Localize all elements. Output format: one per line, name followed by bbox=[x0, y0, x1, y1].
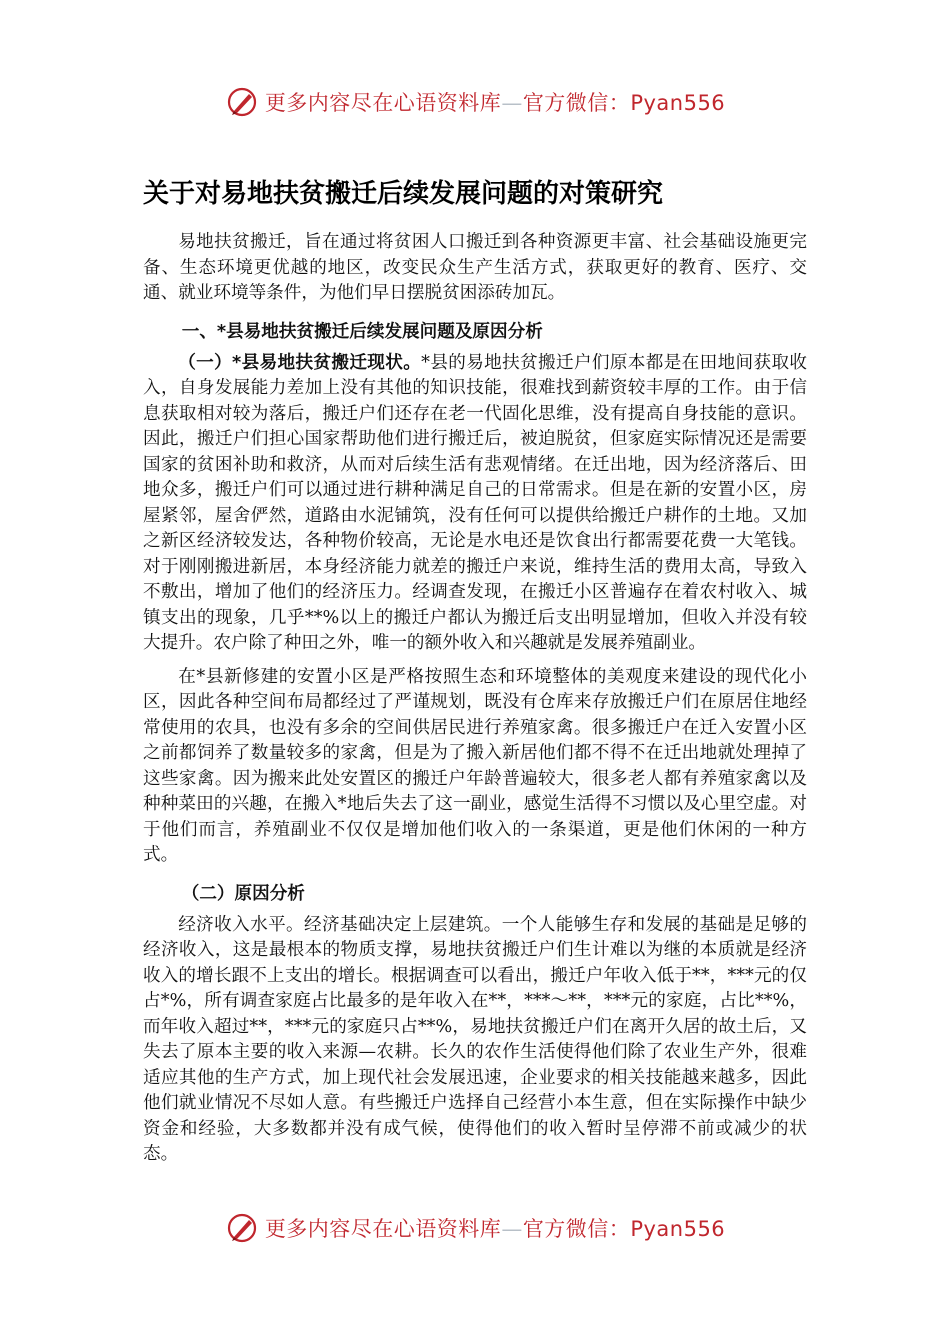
subsection-heading: （二）原因分析 bbox=[181, 883, 305, 904]
intro-paragraph: 易地扶贫搬迁，旨在通过将贫困人口搬迁到各种资源更丰富、社会基础设施更完备、生态环境更优越的地区，改变民众生产生活方式，获取更好的教育、医疗、交通、就业环境等条件，为他们早日摆脱贫困添砖加瓦。 bbox=[143, 232, 807, 303]
footer-watermark bbox=[0, 1208, 950, 1248]
section-heading: 一、*县易地扶贫搬迁后续发展问题及原因分析 bbox=[181, 321, 543, 342]
header-watermark bbox=[0, 82, 950, 122]
watermark-text: 更多内容尽在心语资料库—官方微信：Pyan556 bbox=[264, 1217, 726, 1241]
resettlement-paragraph: 在*县新修建的安置小区是严格按照生态和环境整体的美观度来建设的现代化小区，因此各种空间布局都经过了严谨规划，既没有仓库来存放搬迁户们在原居住地经常使用的农具，也没有多余的空间供居民进行养殖家禽。很多搬迁户在迁入安置小区之前都饲养了数量较多的家禽，但是为了搬入新居他们都不得不在迁出地就处理掉了这些家禽。因为搬来此处安置区的搬迁户年龄普遍较大，很多老人都有养殖家禽以及种种菜田的兴趣，在搬入*地后失去了这一副业，感觉生活得不习惯以及心里空虚。对于他们而言，养殖副业不仅仅是增加他们收入的一条渠道，更是他们休闲的一种方式。 bbox=[143, 666, 807, 865]
document-body bbox=[143, 230, 807, 1168]
document-title: 关于对易地扶贫搬迁后续发展问题的对策研究 bbox=[143, 179, 664, 209]
pen-logo-icon bbox=[225, 1211, 259, 1245]
subsection-lead: （一）*县易地扶贫搬迁现状。 bbox=[178, 352, 422, 373]
status-paragraph: （一）*县易地扶贫搬迁现状。*县的易地扶贫搬迁户们原本都是在田地间获取收入，自身发展能力差加上没有其他的知识技能，很难找到薪资较丰厚的工作。由于信息获取相对较为落后，搬迁户们还存在老一代固化思维，没有提高自身技能的意识。因此，搬迁户们担心国家帮助他们进行搬迁后，被迫脱贫，但家庭实际情况还是需要国家的贫困补助和救济，从而对后续生活有悲观情绪。在迁出地，因为经济落后、田地众多，搬迁户们可以通过进行耕种满足自己的日常需求。但是在新的安置小区，房屋紧邻，屋舍俨然，道路由水泥铺筑，没有任何可以提供给搬迁户耕作的土地。又加之新区经济较发达，各种物价较高，无论是水电还是饮食出行都需要花费一大笔钱。对于刚刚搬进新居，本身经济能力就差的搬迁户来说，维持生活的费用太高，导致入不敷出，增加了他们的经济压力。经调查发现，在搬迁小区普遍存在着农村收入、城镇支出的现象，几乎**%以上的搬迁户都认为搬迁后支出明显增加，但收入并没有较大提升。农户除了种田之外，唯一的额外收入和兴趣就是发展养殖副业。 bbox=[143, 352, 807, 653]
income-paragraph: 经济收入水平。经济基础决定上层建筑。一个人能够生存和发展的基础是足够的经济收入，这是最根本的物质支撑，易地扶贫搬迁户们生计难以为继的本质就是经济收入的增长跟不上支出的增长。根据调查可以看出，搬迁户年收入低于**，***元的仅占*%，所有调查家庭占比最多的是年收入在**，***～**，***元的家庭，占比**%，而年收入超过**，***元的家庭只占**%，易地扶贫搬迁户们在离开久居的故土后，又失去了原本主要的收入来源—农耕。长久的农作生活使得他们除了农业生产外，很难适应其他的生产方式，加上现代社会发展迅速，企业要求的相关技能越来越多，因此他们就业情况不尽如人意。有些搬迁户选择自己经营小本生意，但在实际操作中缺少资金和经验，大多数都并没有成气候，使得他们的收入暂时呈停滞不前或减少的状态。 bbox=[143, 914, 807, 1164]
pen-logo-icon bbox=[225, 85, 259, 119]
watermark-text: 更多内容尽在心语资料库—官方微信：Pyan556 bbox=[264, 91, 726, 115]
